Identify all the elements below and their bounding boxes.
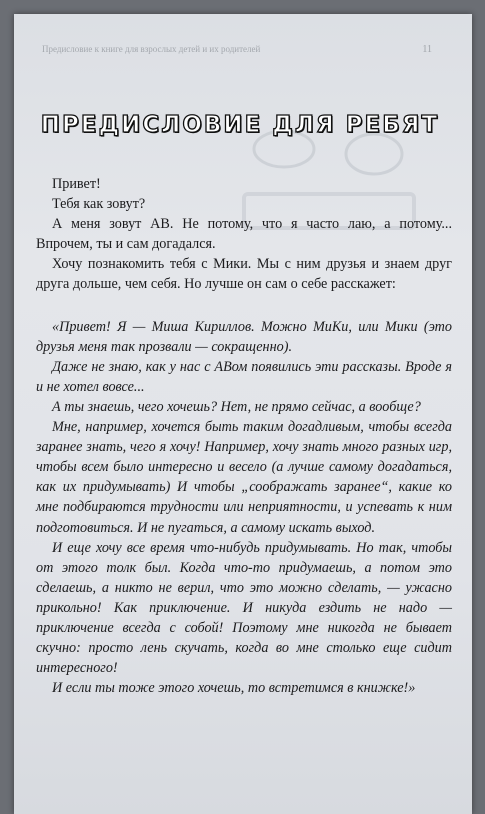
quote-paragraph: А ты знаешь, чего хочешь? Нет, не прямо сейчас, а вообще? [52, 398, 421, 415]
paragraph: Тебя как зовут? [52, 196, 146, 213]
quote-paragraph: Мне, например, хочется быть таким догадливым, чтобы всегда заранее знать, чего я хочу! Например, хочу знать много разных игр, чтобы всем было интересно и весело (а лучше самому догадаться, как их придумывать) И чтобы „соображать заранее“, какие ко мне подбираются трудности или неприятности, и успевать к ним подготовиться. И не пугаться, а самому искать выход. [36, 419, 452, 536]
quote-block [36, 317, 452, 699]
running-head: Предисловие к книге для взрослых детей и их родителей [42, 44, 261, 54]
paragraph: А меня зовут АВ. Не потому, что я часто лаю, а потому... Впрочем, ты и сам догадался. [36, 216, 452, 253]
paragraph: Привет! [52, 176, 101, 192]
paragraph: Хочу познакомить тебя с Мики. Мы с ним друзья и знаем друг друга дольше, чем себя. Но лучше он сам о себе расскажет: [36, 256, 452, 293]
quote-paragraph: И еще хочу все время что-нибудь придумывать. Но так, чтобы от этого толк был. Когда что-то придумаешь, а потом это сделаешь, а никто не верил, что это можно сделать, — ужасно прикольно! Как приключение. И никуда ездить не надо — приключение всегда с собой! Поэтому мне никогда не бывает скучно: просто лень скучать, когда во мне столько еще сидит интересного! [36, 539, 452, 677]
quote-paragraph: Даже не знаю, как у нас с АВом появились эти рассказы. Вроде я и не хотел вовсе... [36, 358, 452, 395]
page-number: 11 [422, 44, 432, 55]
quote-paragraph: «Привет! Я — Миша Кириллов. Можно МиКи, или Мики (это друзья меня так прозвали — сокращенно). [36, 318, 452, 355]
quote-paragraph: И если ты тоже этого хочешь, то встретимся в книжке!» [52, 680, 416, 697]
body-text [36, 174, 452, 698]
book-page [14, 14, 472, 814]
chapter-title: ПРЕДИСЛОВИЕ ДЛЯ РЕБЯТ [40, 112, 440, 138]
